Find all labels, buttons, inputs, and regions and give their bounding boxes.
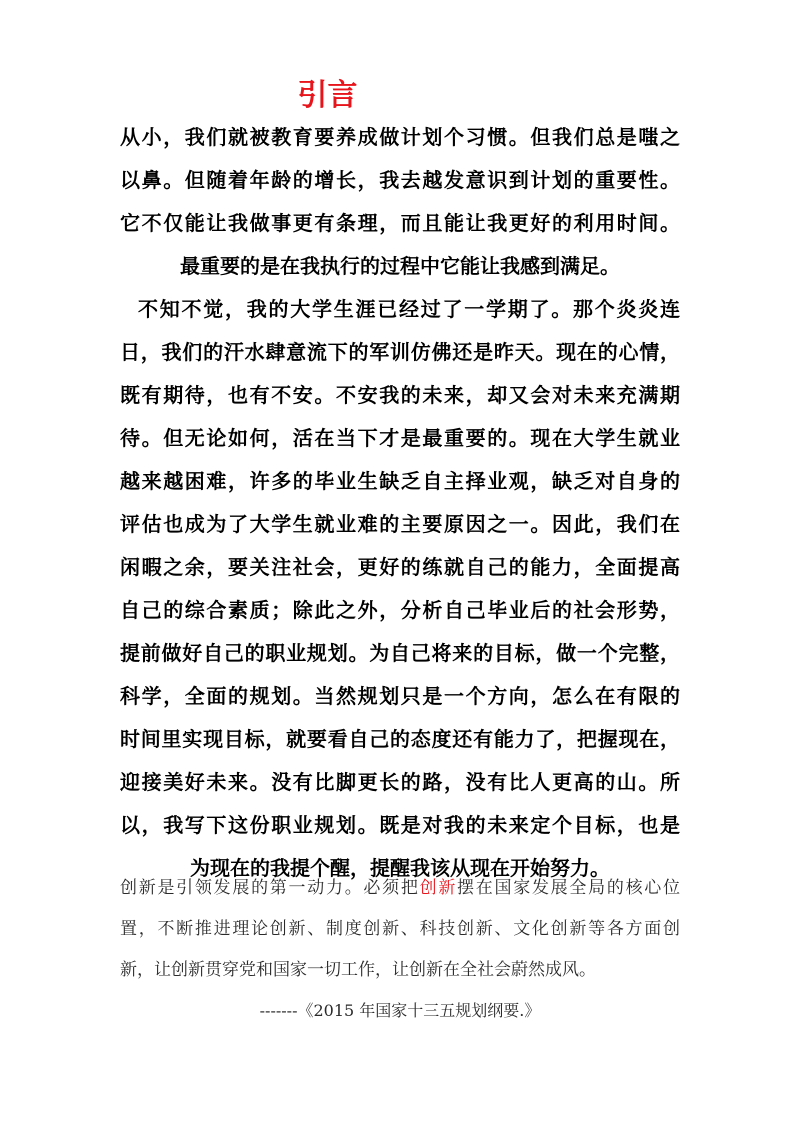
paragraph-2-line-2: 日，我们的汗水肆意流下的军训仿佛还是昨天。现在的心情， <box>120 340 680 364</box>
paragraph-2-line-9: 提前做好自己的职业规划。为自己将来的目标，做一个完整， <box>120 641 680 665</box>
paragraph-2-line-5: 越来越困难，许多的毕业生缺乏自主择业观，缺乏对自身的 <box>120 469 680 493</box>
paragraph-1-line-1: 从小，我们就被教育要养成做计划个习惯。但我们总是嗤之 <box>120 125 680 149</box>
paragraph-2-line-6: 评估也成为了大学生就业难的主要原因之一。因此，我们在 <box>120 512 680 536</box>
paragraph-1-line-3: 它不仅能让我做事更有条理，而且能让我更好的利用时间。 <box>120 211 680 235</box>
paragraph-2-line-10: 科学，全面的规划。当然规划只是一个方向，怎么在有限的 <box>120 684 680 708</box>
paragraph-1-line-4: 最重要的是在我执行的过程中它能让我感到满足。 <box>180 254 620 278</box>
paragraph-2-line-8: 自己的综合素质；除此之外，分析自己毕业后的社会形势， <box>120 598 680 622</box>
paragraph-2-line-3: 既有期待，也有不安。不安我的未来，却又会对未来充满期 <box>120 383 680 407</box>
paragraph-2-line-1: 不知不觉，我的大学生涯已经过了一学期了。那个炎炎连 <box>138 297 680 321</box>
quote-line-1-before: 创新是引领发展的第一动力。必须把 <box>120 878 420 898</box>
quote-highlight-innovation: 创新 <box>419 878 458 898</box>
paragraph-2-line-13: 以，我写下这份职业规划。既是对我的未来定个目标，也是 <box>120 813 680 837</box>
paragraph-2-line-4: 待。但无论如何，活在当下才是最重要的。现在大学生就业 <box>120 426 680 450</box>
paragraph-2-line-14: 为现在的我提个醒，提醒我该从现在开始努力。 <box>190 856 610 880</box>
paragraph-2-line-11: 时间里实现目标，就要看自己的态度还有能力了，把握现在， <box>120 727 680 751</box>
quote-line-1-after: 摆在国家发展全局的核心位 <box>457 878 680 898</box>
paragraph-2-line-7: 闲暇之余，要关注社会，更好的练就自己的能力，全面提高 <box>120 555 680 579</box>
quote-line-3: 新，让创新贯穿党和国家一切工作，让创新在全社会蔚然成风。 <box>120 960 596 980</box>
paragraph-2-line-12: 迎接美好未来。没有比脚更长的路，没有比人更高的山。所 <box>120 770 680 794</box>
paragraph-1-line-2: 以鼻。但随着年龄的增长，我去越发意识到计划的重要性。 <box>120 168 680 192</box>
quote-source: -------《2015 年国家十三五规划纲要.》 <box>259 1001 541 1020</box>
quote-line-1 <box>120 872 680 904</box>
quote-line-2: 置，不断推进理论创新、制度创新、科技创新、文化创新等各方面创 <box>120 919 680 939</box>
page-title: 引言 <box>297 78 358 113</box>
